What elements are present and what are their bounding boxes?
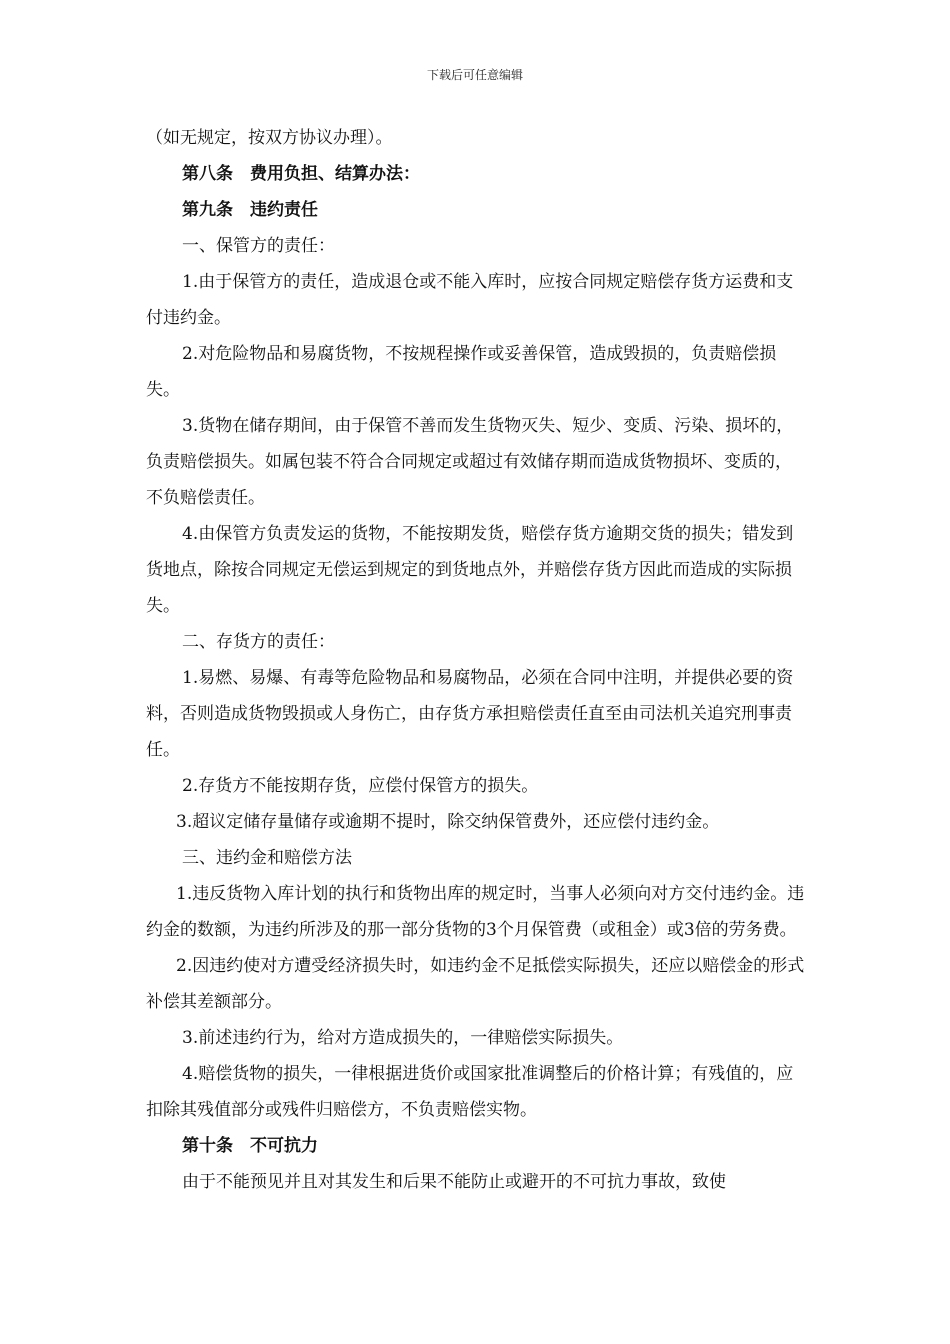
article-10-heading: 第十条 不可抗力 bbox=[182, 1136, 318, 1156]
page-header: 下载后可任意编辑 bbox=[426, 68, 523, 82]
paragraph: 4.由保管方负责发运的货物，不能按期发货，赔偿存货方逾期交货的损失；错发到货地点，除按合同规定无偿运到规定的到货地点外，并赔偿存货方因此而造成的实际损失。 bbox=[146, 524, 794, 616]
article-8-heading: 第八条 费用负担、结算办法： bbox=[182, 164, 420, 184]
paragraph: 1.违反货物入库计划的执行和货物出库的规定时，当事人必须向对方交付违约金。违约金的数额，为违约所涉及的那一部分货物的3个月保管费（或租金）或3倍的劳务费。 bbox=[146, 884, 805, 940]
paragraph: 2.因违约使对方遭受经济损失时，如违约金不足抵偿实际损失，还应以赔偿金的形式补偿其差额部分。 bbox=[146, 956, 805, 1012]
paragraph: 2.对危险物品和易腐货物，不按规程操作或妥善保管，造成毁损的，负责赔偿损失。 bbox=[146, 344, 777, 400]
paragraph: 3.前述违约行为，给对方造成损失的，一律赔偿实际损失。 bbox=[182, 1028, 624, 1048]
paragraph: 2.存货方不能按期存货，应偿付保管方的损失。 bbox=[182, 776, 539, 796]
paragraph: 3.货物在储存期间，由于保管不善而发生货物灭失、短少、变质、污染、损坏的，负责赔偿损失。如属包装不符合合同规定或超过有效储存期而造成货物损坏、变质的，不负赔偿责任。 bbox=[146, 416, 794, 508]
paragraph: 由于不能预见并且对其发生和后果不能防止或避开的不可抗力事故，致使 bbox=[182, 1172, 726, 1192]
section-heading: 二、存货方的责任： bbox=[182, 632, 335, 652]
section-heading: 三、违约金和赔偿方法 bbox=[182, 848, 352, 868]
section-heading: 一、保管方的责任： bbox=[182, 236, 335, 256]
paragraph: （如无规定，按双方协议办理）。 bbox=[146, 128, 393, 148]
paragraph: 1.易燃、易爆、有毒等危险物品和易腐物品，必须在合同中注明，并提供必要的资料，否则造成货物毁损或人身伤亡，由存货方承担赔偿责任直至由司法机关追究刑事责任。 bbox=[146, 668, 794, 760]
paragraph: 3.超议定储存量储存或逾期不提时，除交纳保管费外，还应偿付违约金。 bbox=[176, 812, 720, 832]
paragraph: 1.由于保管方的责任，造成退仓或不能入库时，应按合同规定赔偿存货方运费和支付违约金。 bbox=[146, 272, 794, 328]
document-body bbox=[146, 120, 806, 1200]
paragraph: 4.赔偿货物的损失，一律根据进货价或国家批准调整后的价格计算；有残值的，应扣除其残值部分或残件归赔偿方，不负责赔偿实物。 bbox=[146, 1064, 794, 1120]
article-9-heading: 第九条 违约责任 bbox=[182, 200, 318, 220]
